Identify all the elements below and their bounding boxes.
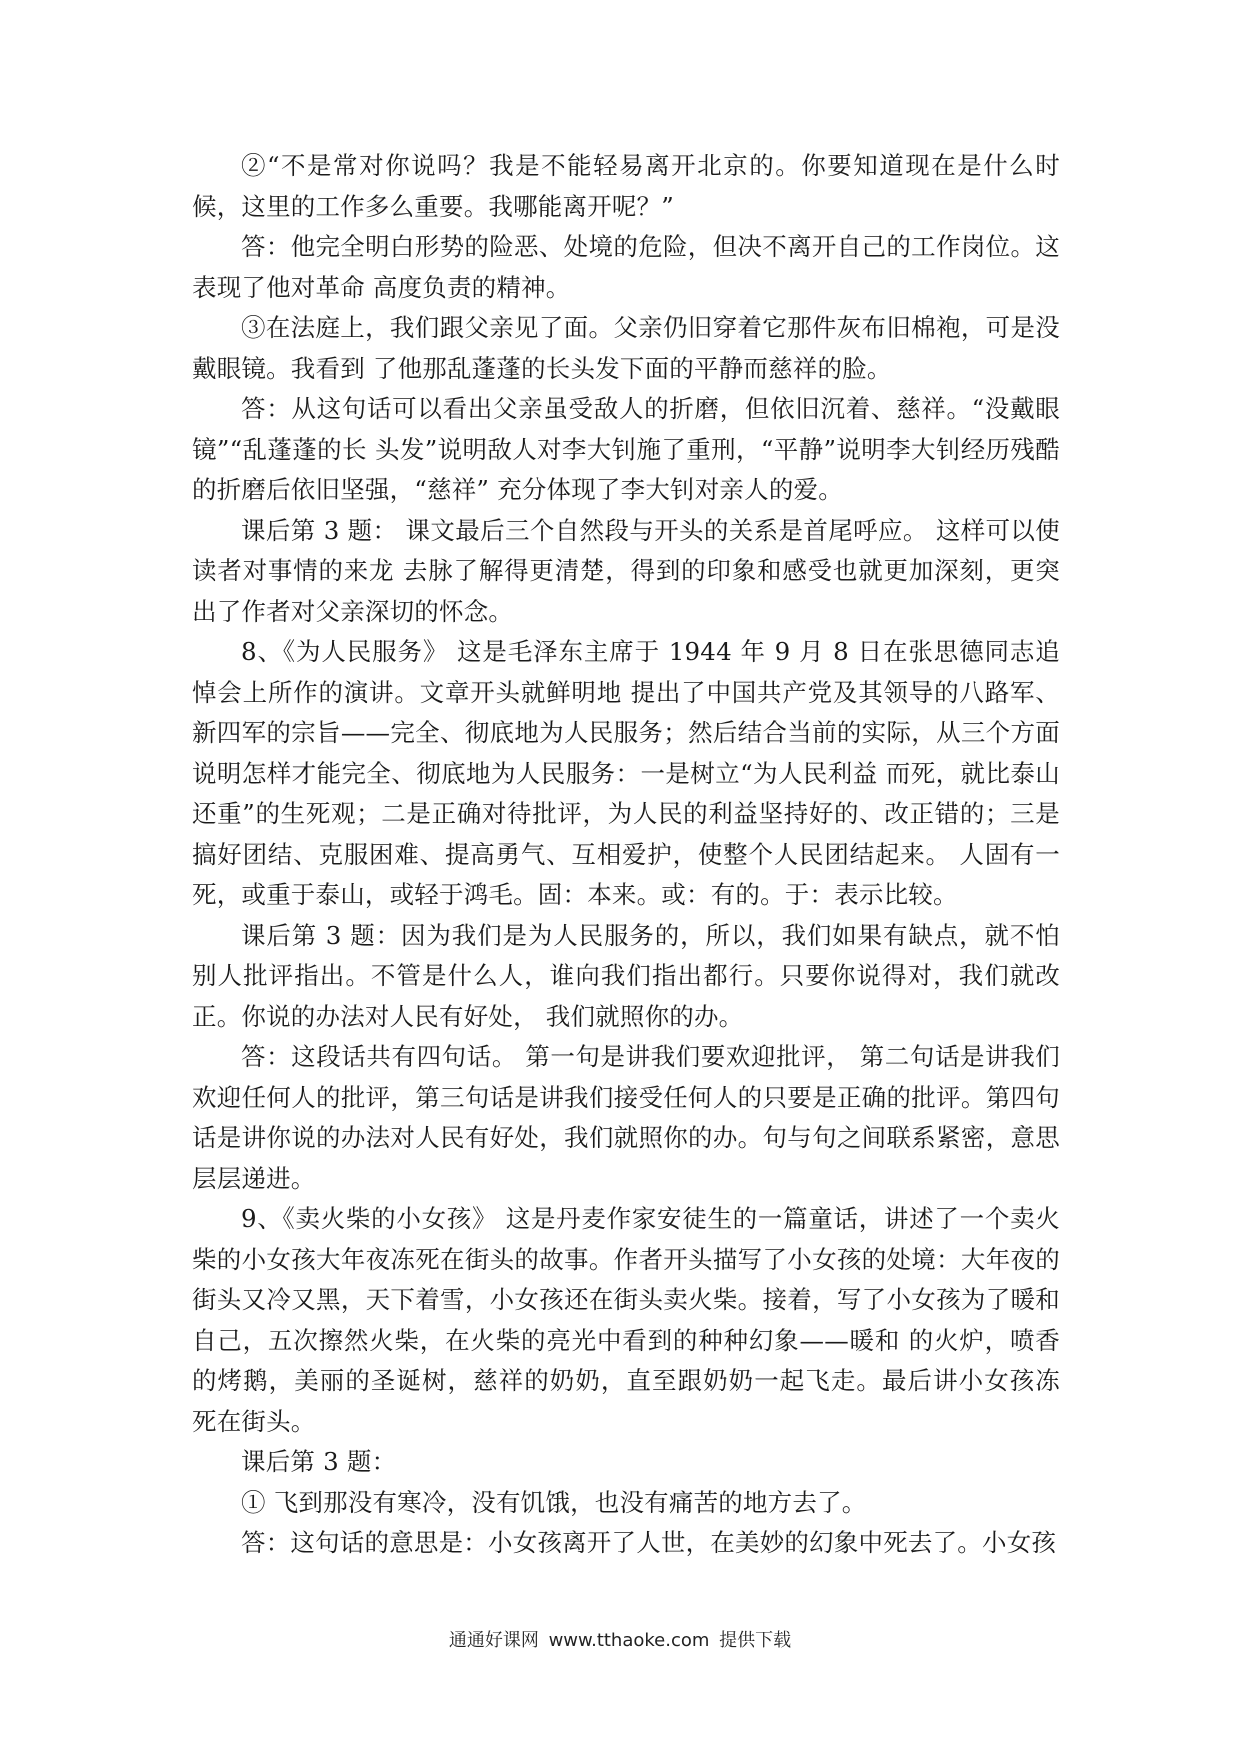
paragraph: ① 飞到那没有寒冷，没有饥饿，也没有痛苦的地方去了。 — [241, 1487, 867, 1517]
paragraph: 课后第 3 题：因为我们是为人民服务的，所以，我们如果有缺点，就不怕别人批评指出。不管是什么人，谁向我们指出都行。只要你说得对，我们就改正。你说的办法对人民有好处， 我们就照你的办。 — [192, 920, 1060, 1031]
paragraph: 答：这句话的意思是：小女孩离开了人世，在美妙的幻象中死去了。小女孩 — [241, 1528, 1057, 1557]
document-body — [192, 146, 1060, 1564]
paragraph: 课后第 3 题： — [241, 1447, 397, 1476]
paragraph: 答：这段话共有四句话。 第一句是讲我们要欢迎批评， 第二句话是讲我们欢迎任何人的批评，第三句话是讲我们接受任何人的只要是正确的批评。第四句话是讲你说的办法对人民有好处，我们就照你的办。句与句之间联系紧密，意思层层递进。 — [192, 1042, 1060, 1193]
page-footer — [0, 1626, 1240, 1652]
paragraph: ②“不是常对你说吗？我是不能轻易离开北京的。你要知道现在是什么时候，这里的工作多么重要。我哪能离开呢？” — [192, 151, 1060, 221]
paragraph: 答：从这句话可以看出父亲虽受敌人的折磨，但依旧沉着、慈祥。“没戴眼镜”“乱蓬蓬的长 头发”说明敌人对李大钊施了重刑，“平静”说明李大钊经历残酷的折磨后依旧坚强，“慈祥” 充分体现了李大钊对亲人的爱。 — [192, 394, 1060, 504]
paragraph: 8、《为人民服务》 这是毛泽东主席于 1944 年 9 月 8 日在张思德同志追悼会上所作的演讲。文章开头就鲜明地 提出了中国共产党及其领导的八路军、新四军的宗旨——完全、彻底地为人民服务；然后结合当前的实际，从三个方面说明怎样才能完全、彻底地为人民服务：一是树立“为人民利益 而死，就比泰山还重”的生死观；二是正确对待批评，为人民的利益坚持好的、改正错的；三是搞好团结、克服困难、提高勇气、互相爱护，使整个人民团结起来。 人固有一死，或重于泰山，或轻于鸿毛。固：本来。或：有的。于：表示比较。 — [192, 637, 1060, 909]
paragraph: ③在法庭上，我们跟父亲见了面。父亲仍旧穿着它那件灰布旧棉袍，可是没戴眼镜。我看到 了他那乱蓬蓬的长头发下面的平静而慈祥的脸。 — [192, 313, 1060, 383]
paragraph: 9、《卖火柴的小女孩》 这是丹麦作家安徒生的一篇童话，讲述了一个卖火柴的小女孩大年夜冻死在街头的故事。作者开头描写了小女孩的处境：大年夜的街头又冷又黑，天下着雪，小女孩还在街头卖火柴。接着，写了小女孩为了暖和自己，五次擦然火柴，在火柴的亮光中看到的种种幻象——暖和 的火炉，喷香的烤鹅，美丽的圣诞树，慈祥的奶奶，直至跟奶奶一起飞走。最后讲小女孩冻 死在街头。 — [192, 1204, 1060, 1436]
footer-url: www.tthaoke.com — [548, 1630, 710, 1651]
footer-suffix: 提供下载 — [719, 1630, 792, 1651]
paragraph: 答：他完全明白形势的险恶、处境的危险，但决不离开自己的工作岗位。这表现了他对革命 高度负责的精神。 — [192, 232, 1060, 302]
paragraph: 课后第 3 题： 课文最后三个自然段与开头的关系是首尾呼应。 这样可以使读者对事情的来龙 去脉了解得更清楚，得到的印象和感受也就更加深刻，更突出了作者对父亲深切的怀念。 — [192, 515, 1060, 626]
footer-site-name: 通通好课网 — [448, 1630, 539, 1651]
